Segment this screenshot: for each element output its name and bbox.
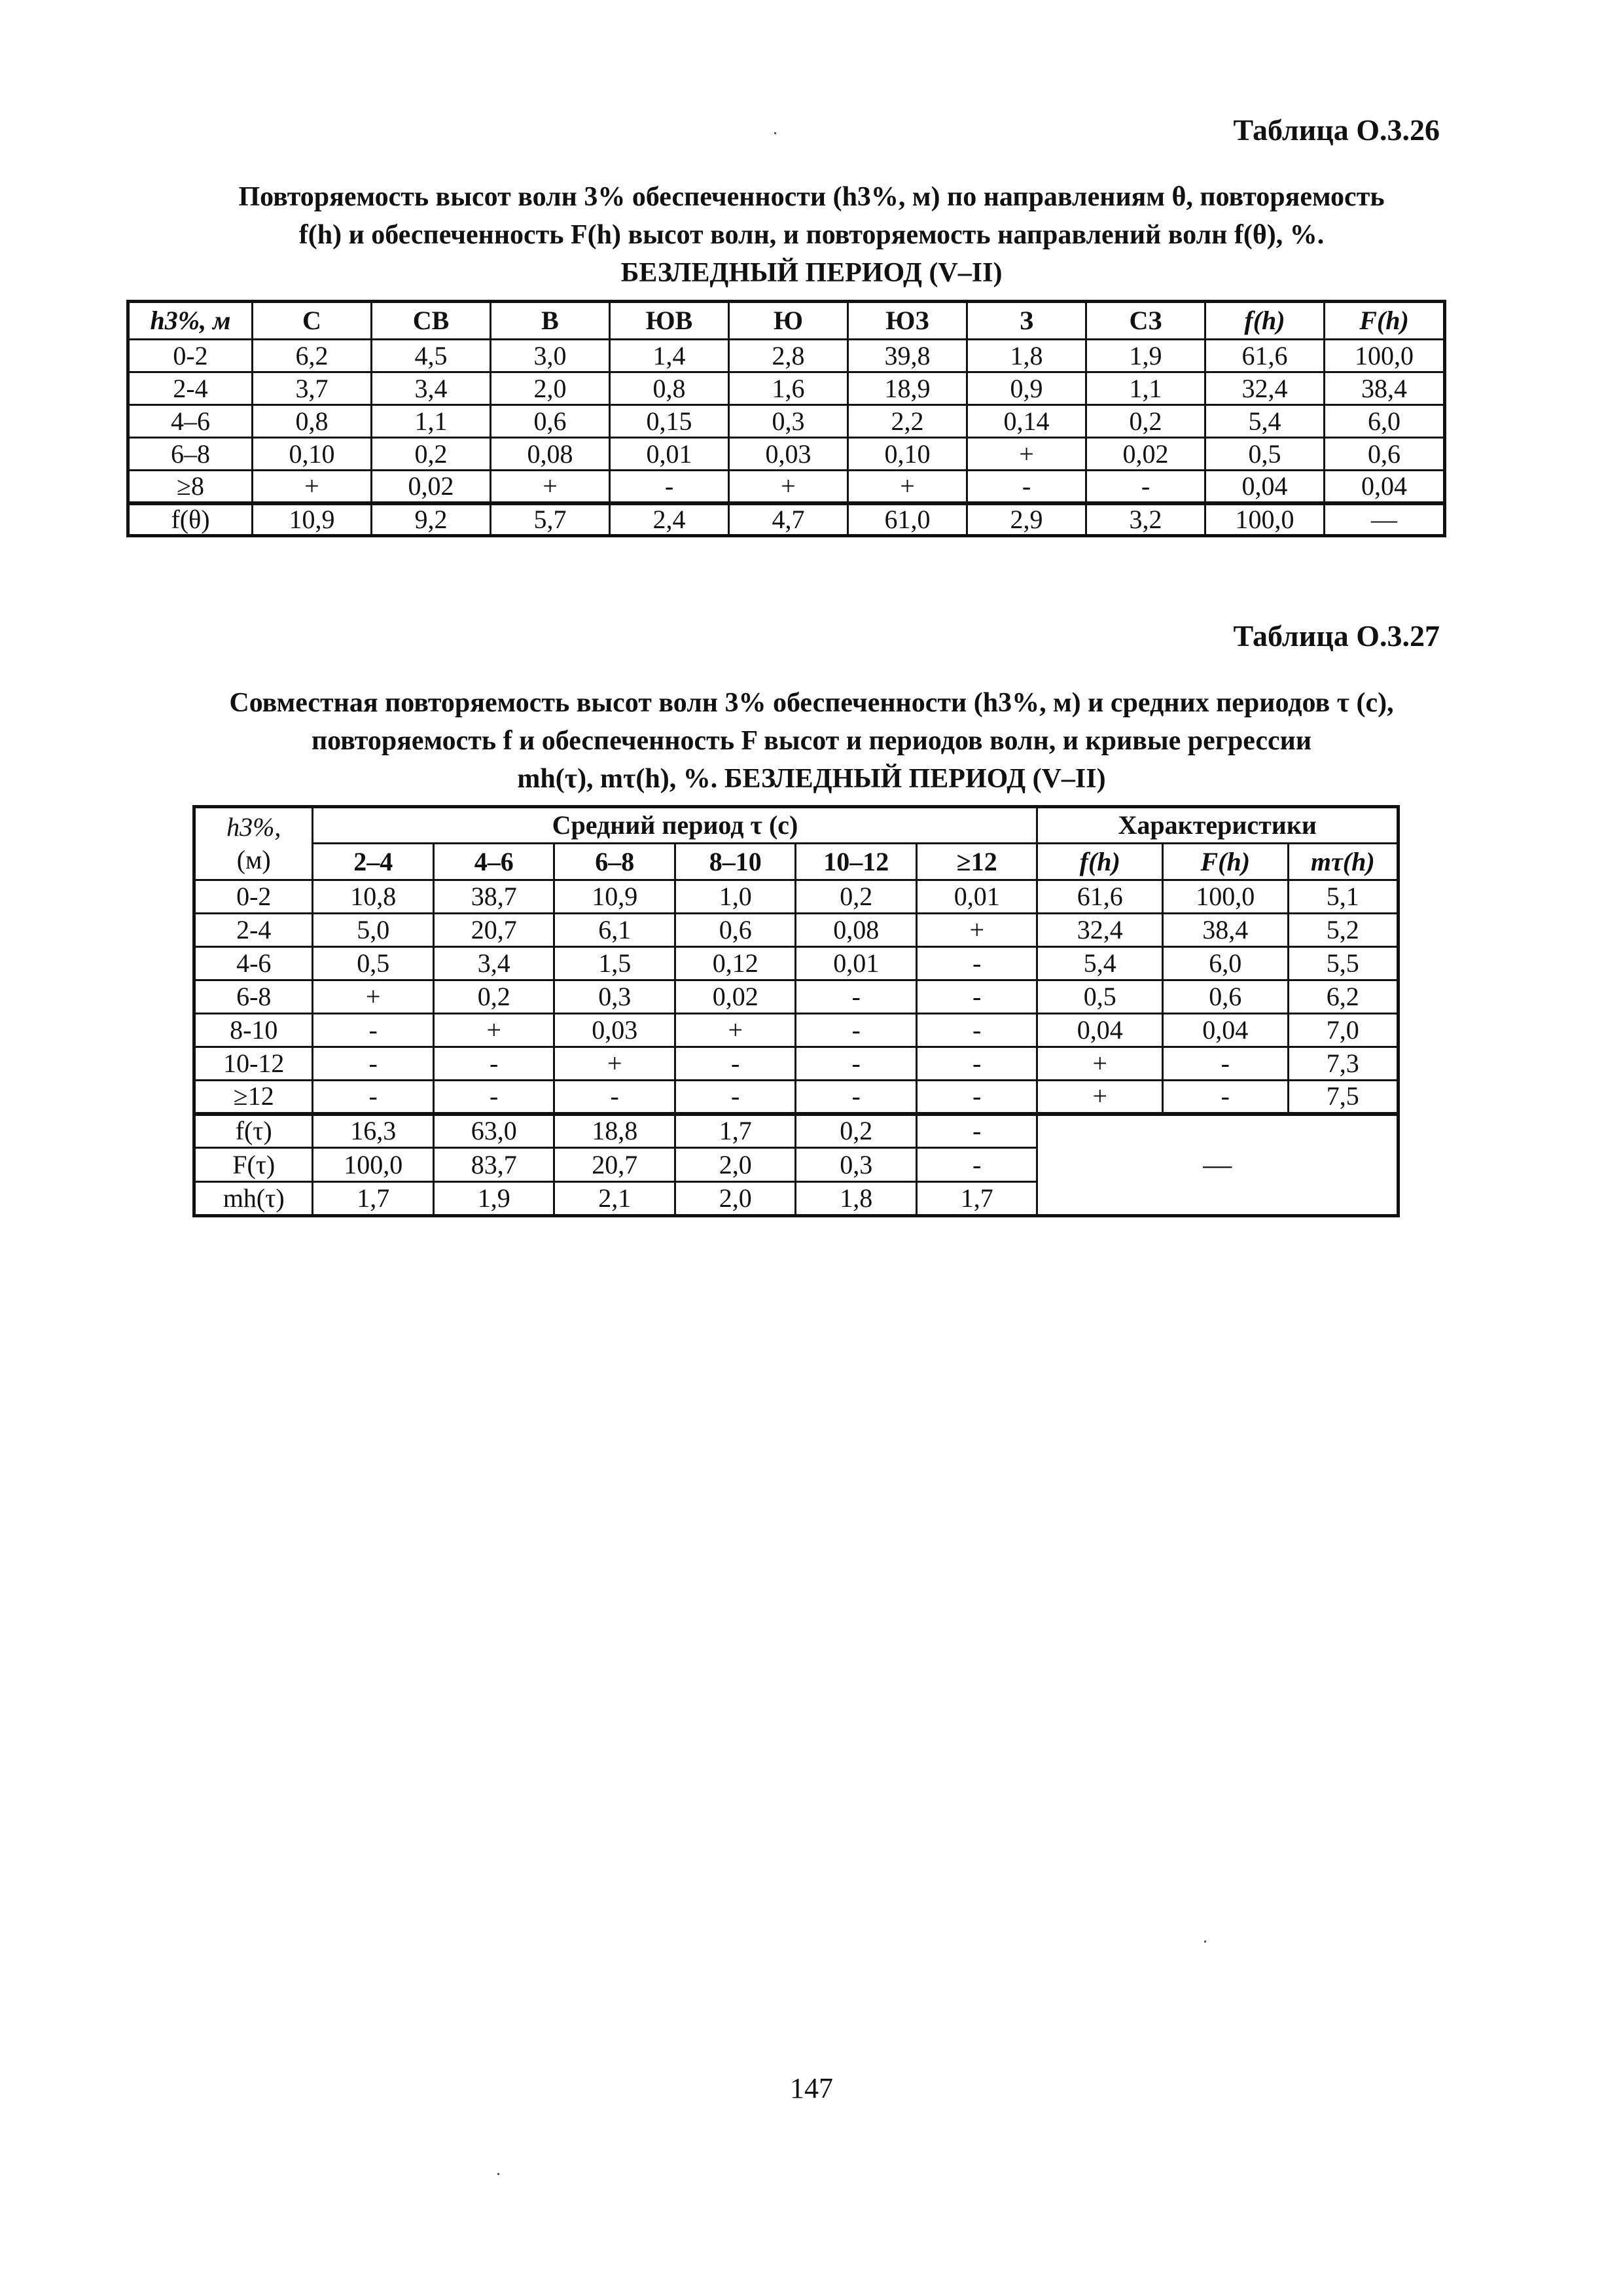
table-cell: - (796, 1081, 917, 1114)
table1-header-cell: В (491, 302, 610, 340)
table2-caption-line: Совместная повторяемость высот волн 3% обеспеченности (h3%, м) и средних периодов τ (с), (229, 688, 1394, 718)
table-cell: 7,5 (1288, 1081, 1398, 1114)
table-cell: + (916, 914, 1037, 947)
table-cell: 0,2 (796, 880, 917, 914)
table-cell: 100,0 (313, 1148, 434, 1182)
table-cell: - (1086, 471, 1205, 503)
table1-header-cell: Ю (729, 302, 848, 340)
table-cell: 10,8 (313, 880, 434, 914)
table-cell: 5,4 (1205, 405, 1325, 438)
table1-caption-line: f(h) и обеспеченность F(h) высот волн, и повторяемость направлений волн f(θ), %. (298, 220, 1325, 250)
table2-group-characteristics: Характеристики (1037, 807, 1399, 844)
table-cell: 3,4 (372, 372, 491, 405)
table-cell: - (610, 471, 729, 503)
table-cell: 0,02 (372, 471, 491, 503)
table-cell: 1,1 (372, 405, 491, 438)
table1-label: Таблица О.3.26 (1233, 113, 1440, 147)
table2-label: Таблица О.3.27 (1233, 619, 1440, 653)
table-cell: 1,8 (967, 340, 1086, 372)
table1-header-cell: ЮВ (610, 302, 729, 340)
table2-caption (92, 684, 1531, 798)
table-cell: 7,0 (1288, 1014, 1398, 1047)
table-cell: 100,0 (1205, 503, 1325, 536)
table-cell: 0,08 (491, 438, 610, 471)
table-cell: + (675, 1014, 796, 1047)
table-cell: 2,2 (848, 405, 967, 438)
table2-row-label: 8-10 (194, 1014, 313, 1047)
table-cell: 10,9 (554, 880, 675, 914)
table-cell: - (916, 1014, 1037, 1047)
table1-row-label: 4–6 (128, 405, 253, 438)
table-cell: 1,4 (610, 340, 729, 372)
table-cell: - (675, 1081, 796, 1114)
table-cell: 20,7 (554, 1148, 675, 1182)
table-cell: 61,6 (1037, 880, 1163, 914)
table-cell: 6,2 (253, 340, 372, 372)
table-cell: 0,5 (1205, 438, 1325, 471)
table-cell: 5,2 (1288, 914, 1398, 947)
scan-speck (774, 132, 776, 134)
table-row (194, 1081, 1399, 1114)
table-cell: 0,04 (1205, 471, 1325, 503)
table2-period-header: 2–4 (313, 844, 434, 880)
table1-header-cell: h3%, м (128, 302, 253, 340)
table-cell: - (433, 1047, 554, 1081)
table2-row-label: F(τ) (194, 1148, 313, 1182)
table1 (126, 300, 1446, 537)
table-cell: - (313, 1014, 434, 1047)
table-cell: + (967, 438, 1086, 471)
table-cell: - (796, 1014, 917, 1047)
table-cell: 2,0 (675, 1148, 796, 1182)
table-cell: 1,7 (313, 1182, 434, 1216)
table-cell: - (916, 947, 1037, 980)
table-cell: 0,3 (554, 980, 675, 1014)
table-cell: 4,5 (372, 340, 491, 372)
table1-row-label: ≥8 (128, 471, 253, 503)
table-cell: 0,8 (610, 372, 729, 405)
table-cell: 9,2 (372, 503, 491, 536)
table-cell: 5,0 (313, 914, 434, 947)
table-cell: 1,5 (554, 947, 675, 980)
table-cell: 0,15 (610, 405, 729, 438)
table-cell: - (916, 980, 1037, 1014)
table2-period-header: 6–8 (554, 844, 675, 880)
table-cell: + (1037, 1081, 1163, 1114)
table1-header-cell: С (253, 302, 372, 340)
table-row (194, 914, 1399, 947)
table-cell: 0,2 (796, 1114, 917, 1148)
table-cell: 6,0 (1163, 947, 1289, 980)
table-cell: 0,03 (554, 1014, 675, 1047)
table2-corner-line: h3%, (226, 812, 281, 842)
table-cell: 5,7 (491, 503, 610, 536)
table-row (194, 1047, 1399, 1081)
table-cell: + (1037, 1047, 1163, 1081)
table-cell: - (916, 1148, 1037, 1182)
table-cell: 38,7 (433, 880, 554, 914)
table-cell: 5,4 (1037, 947, 1163, 980)
table-cell: - (916, 1114, 1037, 1148)
table-cell: 0,04 (1163, 1014, 1289, 1047)
table2-row-label: 10-12 (194, 1047, 313, 1081)
table2-corner-line: (м) (236, 845, 271, 874)
table2-row-label: 6-8 (194, 980, 313, 1014)
table1-row-label: 6–8 (128, 438, 253, 471)
table-cell: - (433, 1081, 554, 1114)
table-cell: 1,9 (1086, 340, 1205, 372)
table-cell: 18,8 (554, 1114, 675, 1148)
table-cell: 18,9 (848, 372, 967, 405)
table-row (194, 947, 1399, 980)
table-cell: 100,0 (1163, 880, 1289, 914)
table2-group-header-row (194, 807, 1399, 844)
table2-subheader-row (194, 844, 1399, 880)
table2-group-period: Средний период τ (с) (313, 807, 1037, 844)
table-cell: 0,2 (372, 438, 491, 471)
table-cell: - (313, 1047, 434, 1081)
table2-period-header: ≥12 (916, 844, 1037, 880)
table-cell: 0,08 (796, 914, 917, 947)
table-cell: 0,14 (967, 405, 1086, 438)
table-cell: 0,02 (675, 980, 796, 1014)
table-cell: 0,10 (848, 438, 967, 471)
table-cell: 2,4 (610, 503, 729, 536)
table-cell: 0,01 (610, 438, 729, 471)
table-cell: + (491, 471, 610, 503)
table-cell: 3,2 (1086, 503, 1205, 536)
table-cell: 2,0 (675, 1182, 796, 1216)
table1-header-cell: СЗ (1086, 302, 1205, 340)
table-cell: - (967, 471, 1086, 503)
page-number: 147 (790, 2072, 833, 2104)
table2-row-label: 2-4 (194, 914, 313, 947)
table-cell: 5,1 (1288, 880, 1398, 914)
table-cell: 6,1 (554, 914, 675, 947)
table2-summary-row (194, 1114, 1399, 1148)
table-cell: - (796, 980, 917, 1014)
table1-header-cell: З (967, 302, 1086, 340)
table2-corner-header (194, 807, 313, 880)
table2-char-header: f(h) (1037, 844, 1163, 880)
table2-period-header: 8–10 (675, 844, 796, 880)
table1-caption-line: БЕЗЛЕДНЫЙ ПЕРИОД (V–II) (620, 258, 1003, 288)
table-cell: 0,2 (1086, 405, 1205, 438)
table-cell: - (313, 1081, 434, 1114)
table2-row-label: 4-6 (194, 947, 313, 980)
table-cell: - (1163, 1081, 1289, 1114)
table-cell: 0,04 (1037, 1014, 1163, 1047)
table-cell: 1,9 (433, 1182, 554, 1216)
table-row (194, 980, 1399, 1014)
table-cell: + (848, 471, 967, 503)
table-cell: 7,3 (1288, 1047, 1398, 1081)
table-cell: + (729, 471, 848, 503)
table-cell: 0,3 (796, 1148, 917, 1182)
table-cell: 61,6 (1205, 340, 1325, 372)
table2-caption-line: повторяемость f и обеспеченность F высот и периодов волн, и кривые регрессии (311, 726, 1312, 756)
table-cell: 1,7 (675, 1114, 796, 1148)
table1-header-row (128, 302, 1445, 340)
table-row (128, 503, 1445, 536)
table-row (128, 471, 1445, 503)
table1-row-label: 2-4 (128, 372, 253, 405)
table2-row-label: f(τ) (194, 1114, 313, 1148)
table-row (128, 405, 1445, 438)
table-cell: 0,5 (1037, 980, 1163, 1014)
table-cell: 20,7 (433, 914, 554, 947)
table-cell: 1,6 (729, 372, 848, 405)
table-cell: - (675, 1047, 796, 1081)
table-cell: 0,12 (675, 947, 796, 980)
table-cell: + (253, 471, 372, 503)
table-cell: 0,04 (1325, 471, 1445, 503)
table-cell: 0,01 (796, 947, 917, 980)
table-cell: 32,4 (1037, 914, 1163, 947)
table-cell: 10,9 (253, 503, 372, 536)
table-row (128, 340, 1445, 372)
table2-period-header: 10–12 (796, 844, 917, 880)
table2-char-header: F(h) (1163, 844, 1289, 880)
table-cell: - (916, 1047, 1037, 1081)
table-row (194, 1014, 1399, 1047)
table-cell: 0,5 (313, 947, 434, 980)
table-cell: 0,6 (1325, 438, 1445, 471)
table-row (128, 438, 1445, 471)
table-cell: 6,0 (1325, 405, 1445, 438)
table-cell: - (1163, 1047, 1289, 1081)
table1-header-cell: f(h) (1205, 302, 1325, 340)
table-row (128, 372, 1445, 405)
table-cell: 1,7 (916, 1182, 1037, 1216)
table-cell: 6,2 (1288, 980, 1398, 1014)
table2-summary-placeholder: — (1037, 1114, 1399, 1216)
table2-row-label: ≥12 (194, 1081, 313, 1114)
table-cell: 1,1 (1086, 372, 1205, 405)
table2-caption-line: mh(τ), mτ(h), %. БЕЗЛЕДНЫЙ ПЕРИОД (V–II) (517, 764, 1106, 794)
table-cell: 2,9 (967, 503, 1086, 536)
table2-char-header: mτ(h) (1288, 844, 1398, 880)
table-cell: 16,3 (313, 1114, 434, 1148)
table-cell: + (433, 1014, 554, 1047)
scan-speck (1204, 1941, 1206, 1943)
table-cell: 0,10 (253, 438, 372, 471)
table-cell: 83,7 (433, 1148, 554, 1182)
table2-period-header: 4–6 (433, 844, 554, 880)
table-cell: 38,4 (1163, 914, 1289, 947)
table-cell: 0,6 (491, 405, 610, 438)
table-cell: 39,8 (848, 340, 967, 372)
table-cell: 2,1 (554, 1182, 675, 1216)
table2-row-label: mh(τ) (194, 1182, 313, 1216)
table2-row-label: 0-2 (194, 880, 313, 914)
table1-row-label: 0-2 (128, 340, 253, 372)
table-cell: 32,4 (1205, 372, 1325, 405)
table-cell: 63,0 (433, 1114, 554, 1148)
table1-header-cell: СВ (372, 302, 491, 340)
table-cell: 0,3 (729, 405, 848, 438)
table-cell: 61,0 (848, 503, 967, 536)
table-cell: - (554, 1081, 675, 1114)
table-row (194, 880, 1399, 914)
table-cell: 2,0 (491, 372, 610, 405)
table1-header-cell: F(h) (1325, 302, 1445, 340)
table1-caption (92, 178, 1531, 292)
table-cell: 2,8 (729, 340, 848, 372)
table-cell: — (1325, 503, 1445, 536)
table-cell: - (796, 1047, 917, 1081)
table-cell: + (313, 980, 434, 1014)
table-cell: 3,0 (491, 340, 610, 372)
table-cell: 0,8 (253, 405, 372, 438)
table-cell: 0,2 (433, 980, 554, 1014)
table-cell: 100,0 (1325, 340, 1445, 372)
table-cell: + (554, 1047, 675, 1081)
table-cell: 38,4 (1325, 372, 1445, 405)
table-cell: 0,6 (1163, 980, 1289, 1014)
table-cell: 5,5 (1288, 947, 1398, 980)
table-cell: 4,7 (729, 503, 848, 536)
table-cell: 0,03 (729, 438, 848, 471)
table2 (192, 805, 1400, 1217)
table-cell: 0,01 (916, 880, 1037, 914)
scan-speck (497, 2173, 499, 2175)
table-cell: - (916, 1081, 1037, 1114)
table-cell: 1,8 (796, 1182, 917, 1216)
table1-header-cell: ЮЗ (848, 302, 967, 340)
table-cell: 0,02 (1086, 438, 1205, 471)
table-cell: 3,4 (433, 947, 554, 980)
table1-caption-line: Повторяемость высот волн 3% обеспеченности (h3%, м) по направлениям θ, повторяемость (238, 182, 1385, 212)
table-cell: 1,0 (675, 880, 796, 914)
table1-row-label: f(θ) (128, 503, 253, 536)
table-cell: 3,7 (253, 372, 372, 405)
table-cell: 0,6 (675, 914, 796, 947)
table-cell: 0,9 (967, 372, 1086, 405)
